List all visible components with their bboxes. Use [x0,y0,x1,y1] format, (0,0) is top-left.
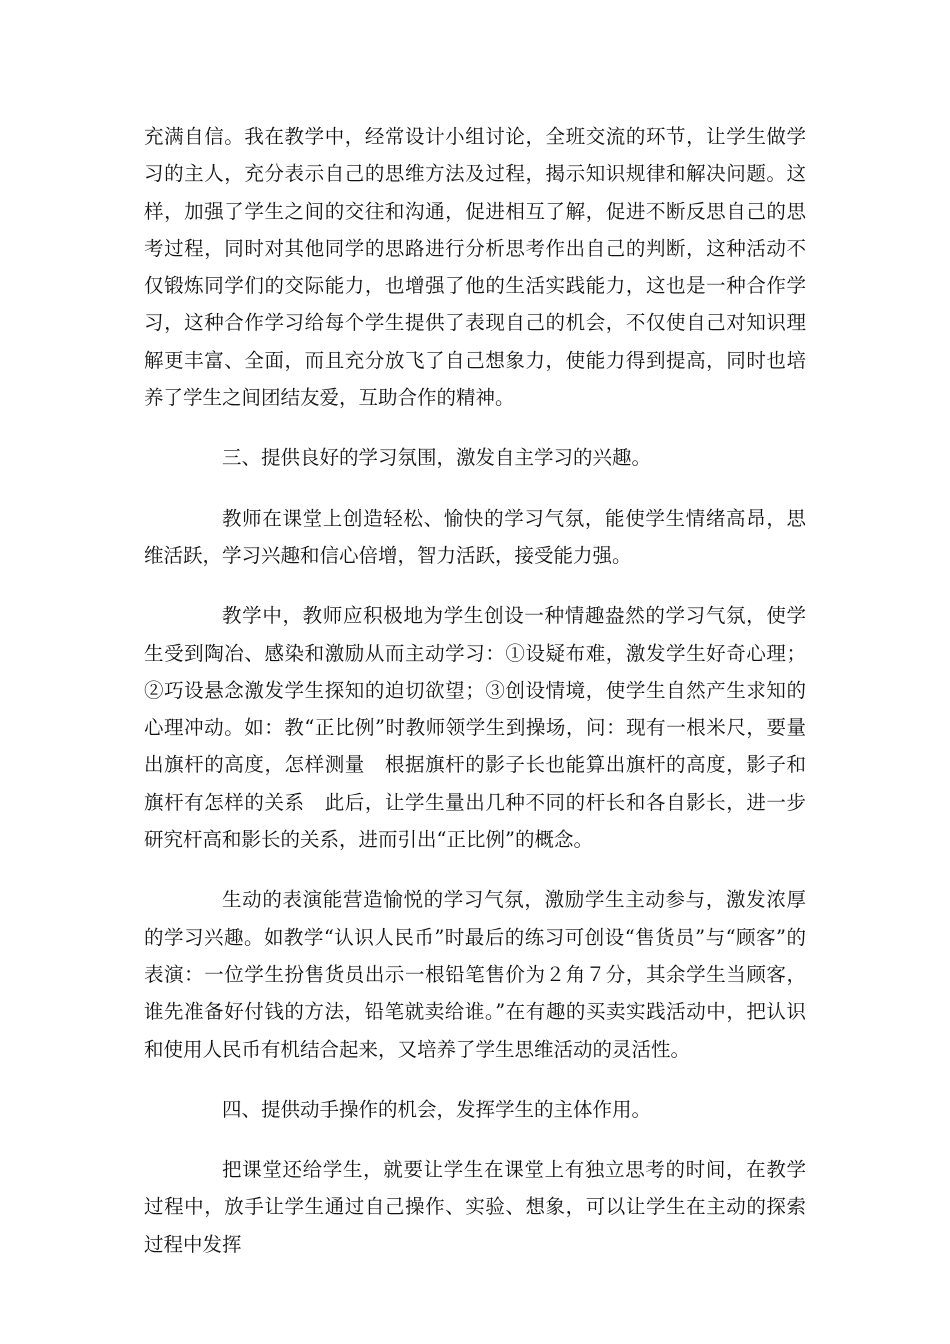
paragraph-performance: 生动的表演能营造愉悦的学习气氛，激励学生主动参与，激发浓厚的学习兴趣。如教学“认识人民币”时最后的练习可创设“售货员”与“顾客”的表演：一位学生扮售货员出示一根铅笔售价为２角７分，其余学生当顾客，谁先准备好付钱的方法，铅笔就卖给谁。”在有趣的买卖实践活动中，把认识和使用人民币有机结合起来，又培养了学生思维活动的灵活性。 [144,888,806,1061]
paragraph-teacher-atmosphere: 教师在课堂上创造轻松、愉快的学习气氛，能使学生情绪高昂，思维活跃，学习兴趣和信心倍增，智力活跃，接受能力强。 [144,506,806,567]
section-heading-four: 四、提供动手操作的机会，发挥学生的主体作用。 [222,1097,652,1121]
paragraph-continued: 充满自信。我在教学中，经常设计小组讨论，全班交流的环节，让学生做学习的主人，充分表示自己的思维方法及过程，揭示知识规律和解决问题。这样，加强了学生之间的交往和沟通，促进相互了解，促进不断反思自己的思考过程，同时对其他同学的思路进行分析思考作出自己的判断，这种活动不仅锻炼同学们的交际能力，也增强了他的生活实践能力，这也是一种合作学习，这种合作学习给每个学生提供了表现自己的机会，不仅使自己对知识理解更丰富、全面，而且充分放飞了自己想象力，使能力得到提高，同时也培养了学生之间团结友爱，互助合作的精神。 [144,125,806,410]
document-body [144,118,806,1286]
section-heading-three: 三、提供良好的学习氛围，激发自主学习的兴趣。 [222,446,652,470]
paragraph-hands-on: 把课堂还给学生，就要让学生在课堂上有独立思考的时间，在教学过程中，放手让学生通过自己操作、实验、想象，可以让学生在主动的探索过程中发挥 [144,1158,806,1256]
paragraph-teaching-example: 教学中，教师应积极地为学生创设一种情趣盎然的学习气氛，使学生受到陶冶、感染和激励从而主动学习：①设疑布难，激发学生好奇心理；②巧设悬念激发学生探知的迫切欲望；③创设情境，使学生自然产生求知的心理冲动。如：教“正比例”时教师领学生到操场，问：现有一根米尺，要量出旗杆的高度，怎样测量 根据旗杆的影子长也能算出旗杆的高度，影子和旗杆有怎样的关系 此后，让学生量出几种不同的杆长和各自影长，进一步研究杆高和影长的关系，进而引出“正比例”的概念。 [144,604,806,852]
